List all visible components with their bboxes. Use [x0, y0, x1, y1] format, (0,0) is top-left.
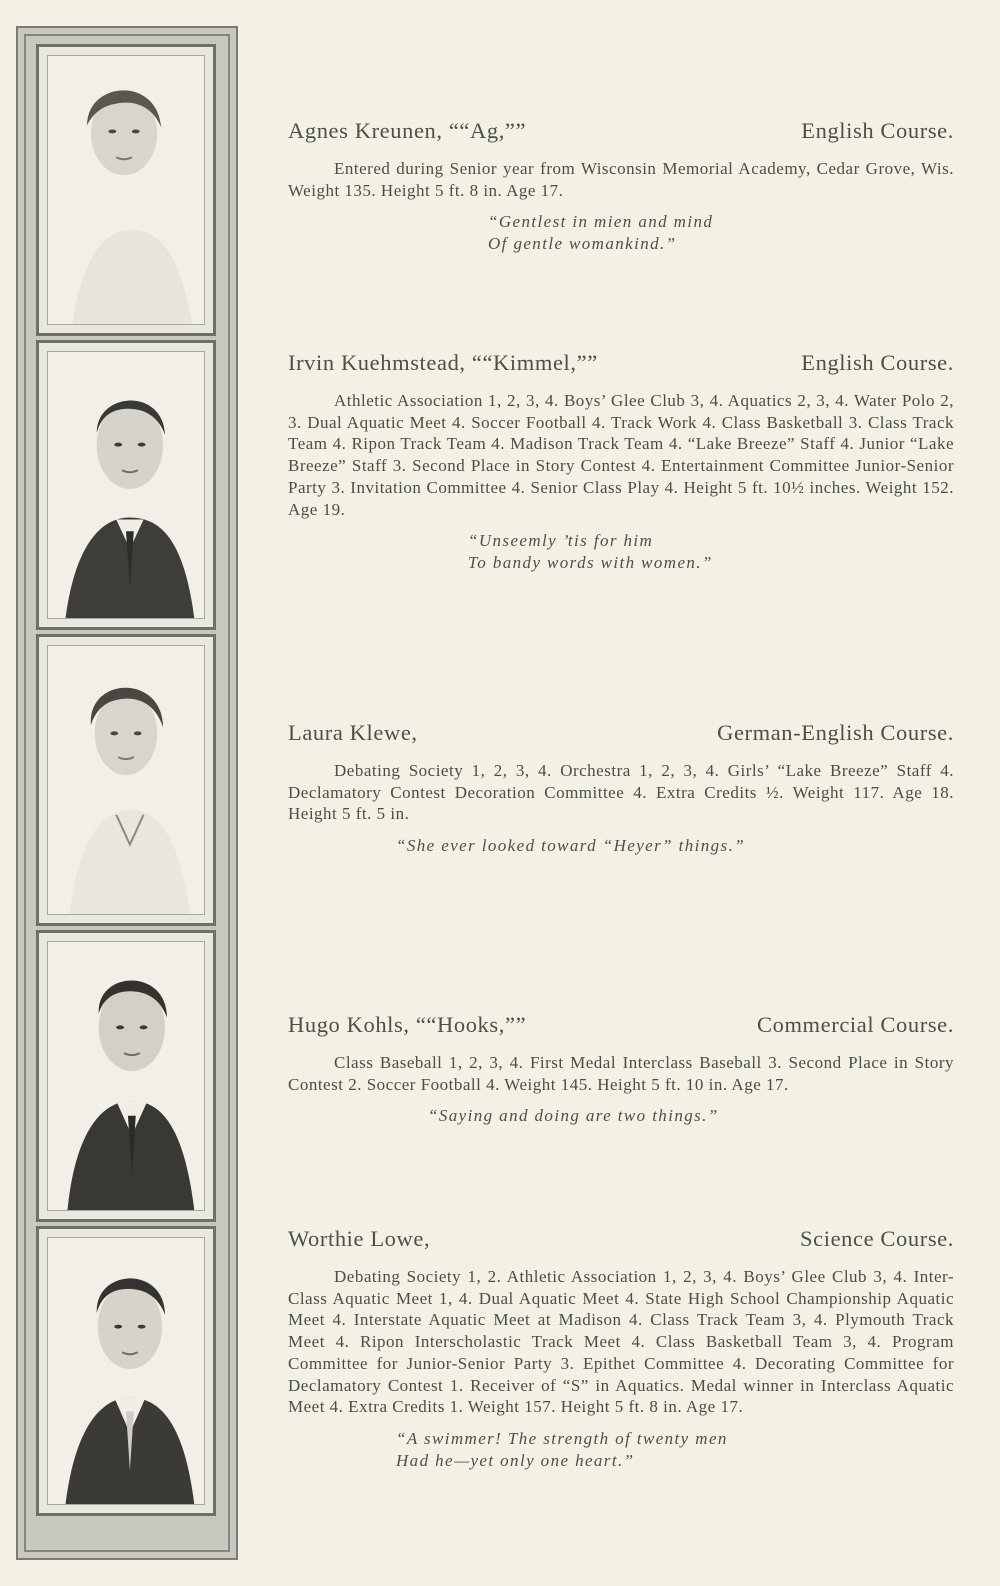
student-entry	[288, 720, 954, 857]
student-details: Athletic Association 1, 2, 3, 4. Boys’ Glee Club 3, 4. Aquatics 2, 3, 4. Water Polo 2, 3. Dual Aquatic Meet 4. Soccer Football 4. Track Work 4. Class Basketball 3. Class Track Team 4. Ripon Track Team 4. Madison Track Team 4. “Lake Breeze” Staff 4. Junior “Lake Breeze” Staff 3. Second Place in Story Contest 4. Entertainment Committee Junior-Senior Party 3. Invitation Committee 4. Senior Class Play 4. Height 5 ft. 10½ inches. Weight 152. Age 19.	[288, 391, 954, 519]
portrait-photo-hugo	[47, 941, 205, 1211]
portrait-frame	[36, 634, 216, 926]
student-details: Debating Society 1, 2. Athletic Association 1, 2, 3, 4. Boys’ Glee Club 3, 4. Inter-Class Aquatic Meet 1, 4. Dual Aquatic Meet 4. State High School Championship Aquatic Meet 4. Interstate Aquatic Meet at Madison 4. Class Track Team 3, 4. Plymouth Track Meet 4. Ripon Interscholastic Track Meet 4. Class Basketball Team 3, 4. Program Committee for Junior-Senior Party 3. Epithet Committee 4. Decorating Committee for Declamatory Contest 1. Receiver of “S” in Aquatics. Medal winner in Interclass Aquatic Meet 4. Extra Credits 1. Weight 157. Height 5 ft. 8 in. Age 17.	[288, 1267, 954, 1417]
entry-header	[288, 720, 954, 746]
student-entry	[288, 350, 954, 574]
portrait-photo-worthie	[47, 1237, 205, 1505]
male-portrait-icon	[48, 1238, 204, 1504]
portrait-frame	[36, 930, 216, 1222]
portrait-photo-agnes	[47, 55, 205, 325]
portrait-photo-laura	[47, 645, 205, 915]
female-portrait-icon	[48, 56, 204, 324]
course-name: Commercial Course.	[756, 1012, 954, 1037]
student-quote: “Saying and doing are two things.”	[428, 1106, 719, 1126]
student-entry	[288, 118, 954, 255]
course-name: Science Course.	[800, 1226, 954, 1251]
portrait-strip	[16, 26, 238, 1560]
student-details: Debating Society 1, 2, 3, 4. Orchestra 1, 2, 3, 4. Girls’ “Lake Breeze” Staff 4. Declamatory Contest Decoration Committee 4. Extra Credits ½. Weight 117. Age 18. Height 5 ft. 5 in.	[288, 761, 954, 824]
entry-header	[288, 350, 954, 376]
portrait-frame	[36, 44, 216, 336]
student-details: Entered during Senior year from Wisconsin Memorial Academy, Cedar Grove, Wis. Weight 135. Height 5 ft. 8 in. Age 17.	[288, 159, 954, 200]
course-name: German-English Course.	[717, 720, 954, 745]
portrait-photo-irvin	[47, 351, 205, 619]
student-name: Hugo Kohls, ““Hooks,””	[288, 1012, 527, 1037]
male-portrait-icon	[48, 942, 204, 1210]
portrait-frame	[36, 340, 216, 630]
male-portrait-icon	[48, 352, 204, 618]
student-name: Laura Klewe,	[288, 720, 418, 745]
course-name: English Course.	[801, 350, 954, 375]
entry-header	[288, 1012, 954, 1038]
student-details: Class Baseball 1, 2, 3, 4. First Medal Interclass Baseball 3. Second Place in Story Contest 2. Soccer Football 4. Weight 145. Height 5 ft. 10 in. Age 17.	[288, 1053, 954, 1094]
student-name: Irvin Kuehmstead, ““Kimmel,””	[288, 350, 598, 375]
student-name: Agnes Kreunen, ““Ag,””	[288, 118, 527, 143]
female-portrait-icon	[48, 646, 204, 914]
entry-header	[288, 1226, 954, 1252]
student-quote: “A swimmer! The strength of twenty men Had he—yet only one heart.”	[396, 1428, 728, 1470]
student-entry	[288, 1012, 954, 1127]
entry-header	[288, 118, 954, 144]
student-entry	[288, 1226, 954, 1472]
student-quote: “Unseemly ’tis for him To bandy words with women.”	[468, 531, 713, 573]
student-quote: “She ever looked toward “Heyer” things.”	[396, 836, 746, 856]
course-name: English Course.	[801, 118, 954, 143]
student-name: Worthie Lowe,	[288, 1226, 431, 1251]
student-quote: “Gentlest in mien and mind Of gentle womankind.”	[488, 212, 714, 254]
portrait-frame	[36, 1226, 216, 1516]
